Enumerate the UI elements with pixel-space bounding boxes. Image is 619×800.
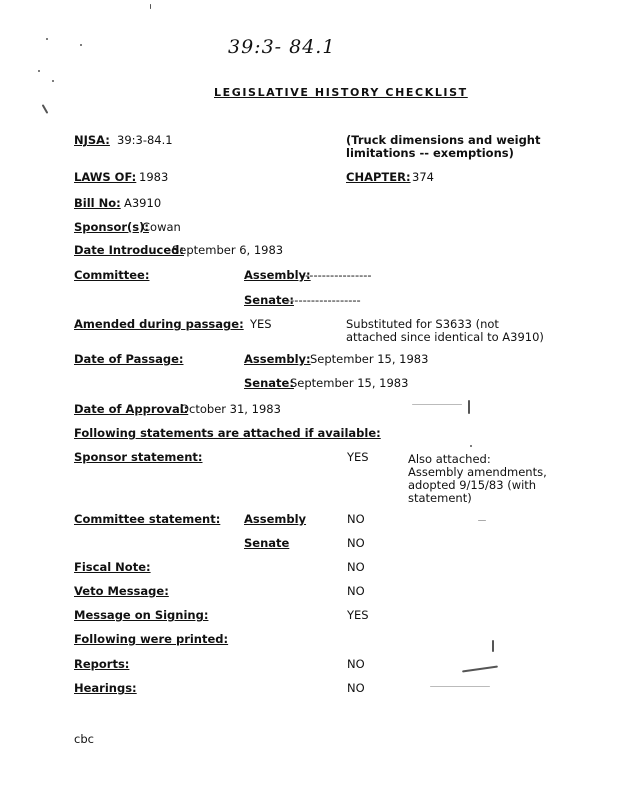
date-of-approval-value: October 31, 1983: [180, 402, 281, 416]
bill-no-label: Bill No:: [74, 196, 121, 210]
message-on-signing-label: Message on Signing:: [74, 608, 209, 622]
passage-assembly-label: Assembly:: [244, 352, 311, 366]
scan-speck: [46, 38, 48, 40]
veto-message-value: NO: [347, 584, 365, 598]
hearings-label: Hearings:: [74, 681, 137, 695]
sponsor-statement-note-4: statement): [408, 491, 472, 505]
committee-statement-assembly-label: Assembly: [244, 512, 307, 526]
fiscal-note-value: NO: [347, 560, 365, 574]
committee-senate-value: ------------------: [286, 293, 361, 307]
sponsor-statement-note-3: adopted 9/15/83 (with: [408, 478, 537, 492]
fiscal-note-label: Fiscal Note:: [74, 560, 151, 574]
amended-note-line-1: Substituted for S3633 (not: [346, 317, 499, 331]
committee-statement-senate-value: NO: [347, 536, 365, 550]
sponsor-value: Cowan: [142, 220, 181, 234]
message-on-signing-value: YES: [347, 608, 369, 622]
following-attached-heading: Following statements are attached if available:: [74, 426, 381, 440]
page-title: LEGISLATIVE HISTORY CHECKLIST: [214, 86, 468, 99]
handwritten-reference: 39:3- 84.1: [228, 36, 336, 58]
scan-speck: [42, 104, 49, 114]
committee-statement-senate-label: Senate: [244, 536, 290, 550]
sponsor-statement-value: YES: [347, 450, 369, 464]
date-introduced-label: Date Introduced:: [74, 243, 185, 257]
date-of-passage-label: Date of Passage:: [74, 352, 184, 366]
passage-senate-value: September 15, 1983: [290, 376, 409, 390]
amended-note-line-2: attached since identical to A3910): [346, 330, 544, 344]
passage-senate-label: Senate:: [244, 376, 294, 390]
chapter-label: CHAPTER:: [346, 170, 411, 184]
sponsor-statement-note-2: Assembly amendments,: [408, 465, 547, 479]
scan-speck: [462, 666, 498, 673]
scan-speck: [52, 80, 54, 82]
committee-label: Committee:: [74, 268, 150, 282]
subject-line-2: limitations -- exemptions): [346, 146, 514, 160]
scan-speck: [468, 400, 470, 414]
laws-of-label: LAWS OF:: [74, 170, 137, 184]
veto-message-label: Veto Message:: [74, 584, 169, 598]
sponsor-statement-note-1: Also attached:: [408, 452, 491, 466]
committee-statement-label: Committee statement:: [74, 512, 221, 526]
scan-speck: [38, 70, 40, 72]
bill-no-value: A3910: [124, 196, 162, 210]
scan-speck: [470, 445, 472, 447]
njsa-value: 39:3-84.1: [117, 133, 173, 147]
reports-value: NO: [347, 657, 365, 671]
njsa-label: NJSA:: [74, 133, 110, 147]
committee-senate-label: Senate:: [244, 293, 294, 307]
laws-of-value: 1983: [139, 170, 169, 184]
subject-line-1: (Truck dimensions and weight: [346, 133, 541, 147]
amended-value: YES: [250, 317, 272, 331]
reports-label: Reports:: [74, 657, 130, 671]
scan-speck: [150, 4, 151, 9]
scan-speck: [430, 686, 490, 687]
committee-statement-assembly-value: NO: [347, 512, 365, 526]
scan-speck: [478, 520, 486, 521]
scan-speck: [80, 44, 82, 46]
scan-speck: [412, 404, 462, 405]
scan-speck: [492, 640, 494, 652]
following-printed-heading: Following were printed:: [74, 632, 229, 646]
sponsor-statement-label: Sponsor statement:: [74, 450, 203, 464]
committee-assembly-label: Assembly:: [244, 268, 311, 282]
sponsor-label: Sponsor(s):: [74, 220, 149, 234]
passage-assembly-value: September 15, 1983: [310, 352, 429, 366]
date-of-approval-label: Date of Approval:: [74, 402, 189, 416]
date-introduced-value: September 6, 1983: [172, 243, 284, 257]
amended-label: Amended during passage:: [74, 317, 244, 331]
chapter-value: 374: [412, 170, 434, 184]
committee-assembly-value: -----------------: [301, 268, 372, 282]
hearings-value: NO: [347, 681, 365, 695]
footer-initials: cbc: [74, 732, 94, 746]
